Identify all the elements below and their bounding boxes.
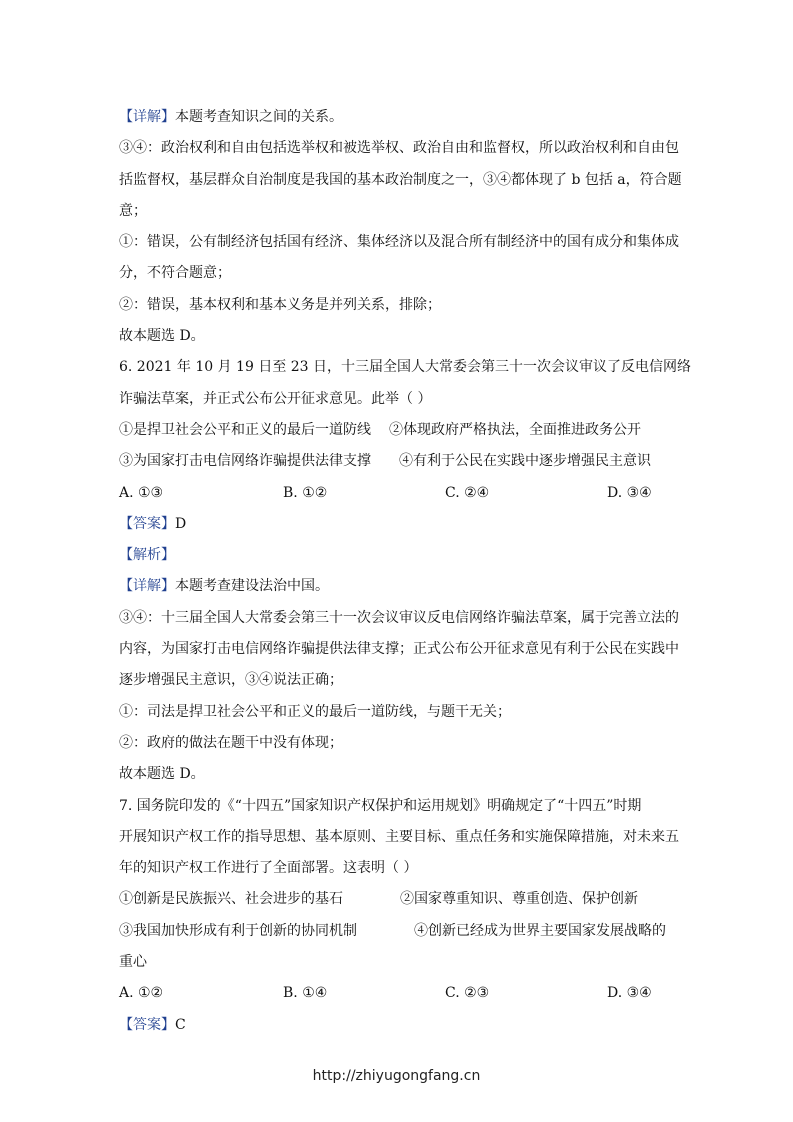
explanation-line: 括监督权，基层群众自治制度是我国的基本政治制度之一，③④都体现了 b 包括 a，符合题 — [119, 171, 682, 188]
question-6-analysis — [119, 540, 679, 571]
question-6-stem-line: 诈骗法草案，并正式公布公开征求意见。此举（ ） — [119, 390, 432, 407]
footer-url: http://zhiyugongfang.cn — [312, 1068, 481, 1084]
statement: ④有利于公民在实践中逐步增强民主意识 — [399, 453, 651, 470]
question-7-stem-line: 7. 国务院印发的《“十四五”国家知识产权保护和运用规划》明确规定了“十四五”时期 — [119, 797, 642, 814]
statement: ③我国加快形成有利于创新的协同机制 — [119, 922, 357, 939]
option-d: D. ③④ — [607, 484, 652, 501]
statement-continuation: 重心 — [119, 954, 147, 971]
explanation-line: 分，不符合题意； — [119, 265, 231, 282]
explanation-line: ③④：政治权利和自由包括选举权和被选举权、政治自由和监督权，所以政治权利和自由包 — [119, 140, 679, 157]
explanation-line: 逐步增强民主意识，③④说法正确； — [119, 672, 343, 689]
explanation-line: ①：错误，公有制经济包括国有经济、集体经济以及混合所有制经济中的国有成分和集体成 — [119, 234, 679, 251]
question-7-stem-line: 年的知识产权工作进行了全面部署。这表明（ ） — [119, 860, 418, 877]
question-6-stem-line: 6. 2021 年 10 月 19 日至 23 日，十三届全国人大常委会第三十一次会议审议了反电信网络 — [119, 359, 692, 376]
detail-tag: 【详解】 — [119, 109, 175, 125]
question-7-options — [119, 978, 679, 1009]
answer-value: C — [175, 1016, 186, 1033]
answer-tag: 【答案】 — [119, 1016, 175, 1033]
option-b: B. ①④ — [283, 985, 328, 1002]
question-7-answer — [119, 1010, 679, 1041]
question-7-statement-row — [119, 916, 679, 947]
explanation-line: 故本题选 D。 — [119, 766, 205, 783]
question-6-statement-row — [119, 415, 679, 446]
option-d: D. ③④ — [607, 985, 652, 1002]
question-7-statement-row — [119, 884, 679, 915]
explanation-line: 内容，为国家打击电信网络诈骗提供法律支撑；正式公布公开征求意见有利于公民在实践中 — [119, 641, 679, 658]
detail-text: 本题考查建设法治中国。 — [175, 578, 329, 595]
statement: ④创新已经成为世界主要国家发展战略的 — [414, 922, 666, 939]
question-7-stem-line: 开展知识产权工作的指导思想、基本原则、主要目标、重点任务和实施保障措施，对未来五 — [119, 828, 679, 845]
question-6-answer — [119, 509, 679, 540]
statement: ②国家尊重知识、尊重创造、保护创新 — [400, 891, 638, 908]
explanation-line: 故本题选 D。 — [119, 328, 205, 345]
question-6-options — [119, 478, 679, 509]
option-b: B. ①② — [283, 484, 328, 501]
option-a: A. ①② — [119, 985, 164, 1002]
detail-tag: 【详解】 — [119, 578, 175, 595]
analysis-tag: 【解析】 — [119, 547, 175, 564]
explanation-line: ②：错误，基本权利和基本义务是并列关系，排除； — [119, 296, 441, 313]
document-content — [119, 102, 692, 1041]
option-a: A. ①③ — [119, 484, 164, 501]
answer-value: D — [175, 515, 187, 532]
statement: ②体现政府严格执法，全面推进政务公开 — [389, 421, 641, 438]
statement: ①创新是民族振兴、社会进步的基石 — [119, 891, 343, 908]
explanation-line: 意； — [119, 202, 147, 219]
detail-line — [119, 102, 679, 133]
option-c: C. ②④ — [445, 484, 490, 501]
statement: ③为国家打击电信网络诈骗提供法律支撑 — [119, 453, 371, 470]
explanation-line: ②：政府的做法在题干中没有体现； — [119, 734, 343, 751]
question-6-statement-row — [119, 446, 679, 477]
statement: ①是捍卫社会公平和正义的最后一道防线 — [119, 421, 371, 438]
explanation-line: ③④：十三届全国人大常委会第三十一次会议审议反电信网络诈骗法草案，属于完善立法的 — [119, 609, 679, 626]
answer-tag: 【答案】 — [119, 515, 175, 532]
question-6-detail — [119, 571, 679, 602]
explanation-line: ①：司法是捍卫社会公平和正义的最后一道防线，与题干无关； — [119, 703, 511, 720]
option-c: C. ②③ — [445, 985, 490, 1002]
detail-text: 本题考查知识之间的关系。 — [175, 109, 343, 125]
